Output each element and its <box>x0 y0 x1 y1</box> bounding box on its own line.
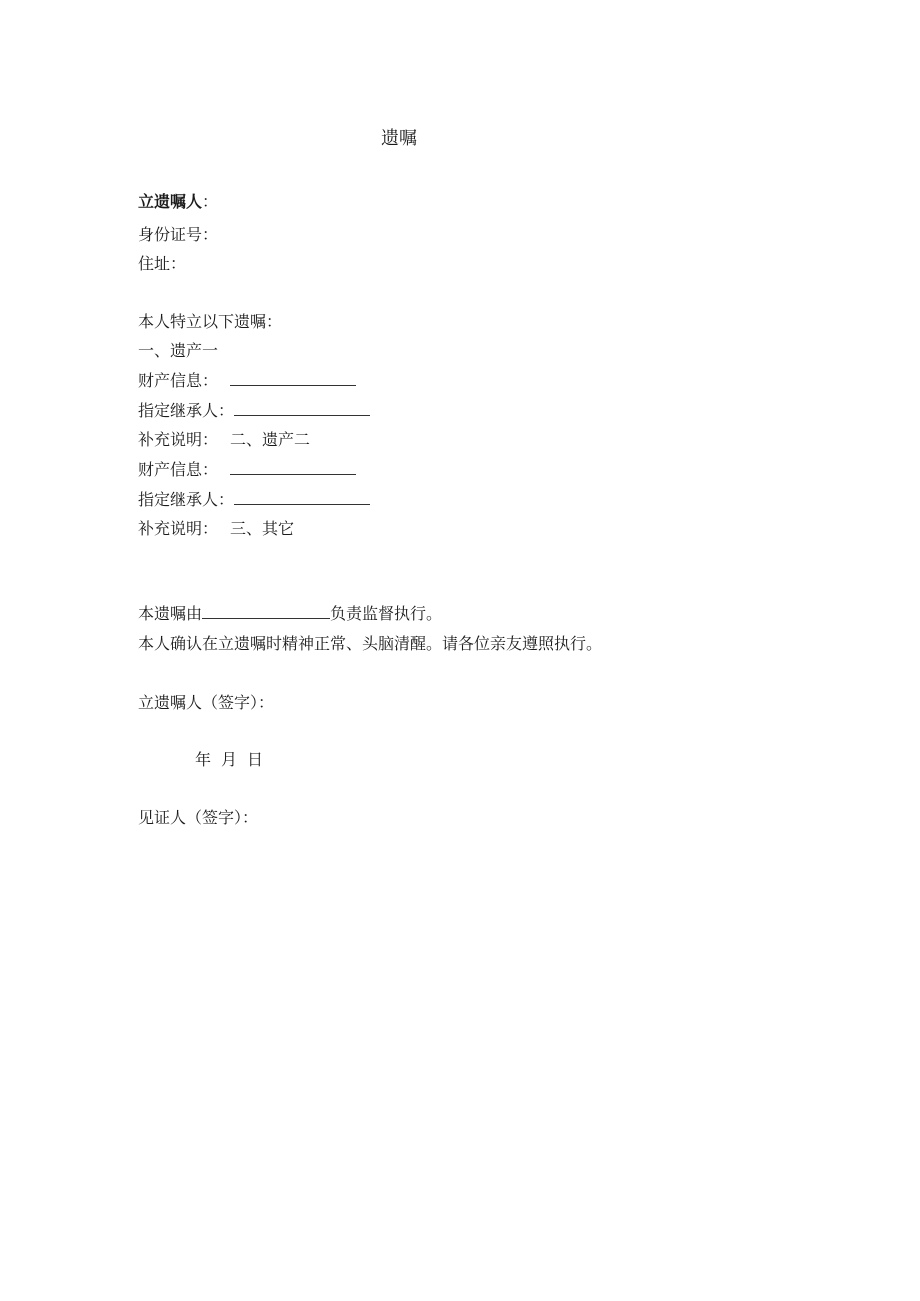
executor-suffix: 负责监督执行。 <box>330 604 443 623</box>
date-month: 月 <box>221 750 238 769</box>
confirmation-line <box>138 634 602 654</box>
id-number-label: 身份证号： <box>138 225 219 244</box>
estate-one-text: 一、遗产一 <box>138 341 219 360</box>
testator-signature-line <box>138 693 274 713</box>
testator-colon: ： <box>202 192 219 211</box>
id-number-line <box>138 225 218 245</box>
date-year: 年 <box>195 750 212 769</box>
heir-label: 指定继承人： <box>138 490 235 509</box>
others-heading: 三、其它 <box>230 519 295 538</box>
property-info-blank <box>230 371 356 386</box>
testator-label: 立遗嘱人 <box>138 192 203 211</box>
witness-signature-line <box>138 808 258 828</box>
testator-signature-label: 立遗嘱人（签字）： <box>138 693 275 712</box>
property-info-label: 财产信息： <box>138 371 219 390</box>
confirmation-text: 本人确认在立遗嘱时精神正常、头脑清醒。请各位亲友遵照执行。 <box>138 634 603 653</box>
estate-two-heir-line <box>138 490 370 510</box>
estate-two-property-line <box>138 460 356 480</box>
testator-line <box>138 192 218 212</box>
document-title: 遗嘱 <box>381 128 417 149</box>
witness-signature-label: 见证人（签字）： <box>138 808 259 827</box>
intro-text: 本人特立以下遗嘱： <box>138 312 283 331</box>
date-line <box>195 750 263 770</box>
address-label: 住址： <box>138 254 187 273</box>
heir-blank <box>234 490 370 505</box>
estate-two-supplement-line <box>138 519 294 539</box>
heir-label: 指定继承人： <box>138 401 235 420</box>
estate-one-heir-line <box>138 401 370 421</box>
address-line <box>138 254 186 274</box>
property-info-blank <box>230 460 356 475</box>
intro-line <box>138 312 282 332</box>
property-info-label: 财产信息： <box>138 460 219 479</box>
date-day: 日 <box>247 750 264 769</box>
estate-one-property-line <box>138 371 356 391</box>
supplement-label: 补充说明： <box>138 430 219 449</box>
supplement-label: 补充说明： <box>138 519 219 538</box>
estate-one-supplement-line <box>138 430 310 450</box>
executor-blank <box>202 604 330 619</box>
estate-two-heading: 二、遗产二 <box>230 430 311 449</box>
heir-blank <box>234 401 370 416</box>
executor-prefix: 本遗嘱由 <box>138 604 203 623</box>
executor-line <box>138 604 442 624</box>
estate-one-heading <box>138 341 218 361</box>
